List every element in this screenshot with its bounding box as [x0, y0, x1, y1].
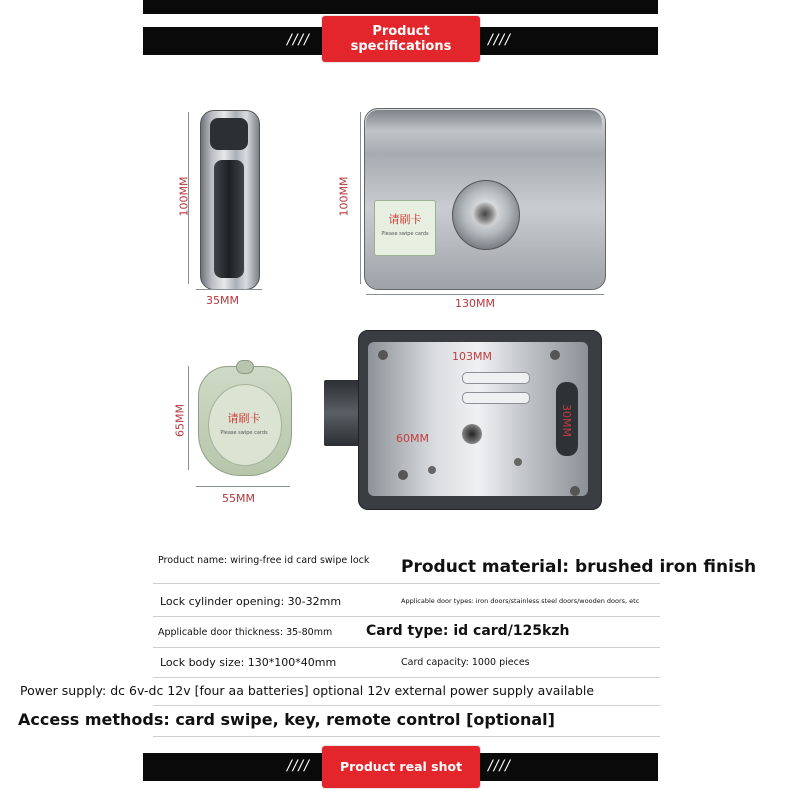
back-view-inner-label: 60MM — [396, 432, 429, 445]
back-view-screw-1 — [378, 350, 388, 360]
top-banner-title-text: Product specifications — [350, 24, 452, 54]
spec-cylinder-opening: Lock cylinder opening: 30-32mm — [160, 595, 342, 608]
side-view-image — [190, 108, 270, 290]
front-view-sticker — [374, 200, 436, 256]
bottom-banner-slashes-right: //// — [488, 758, 511, 774]
front-view-height-label: 100MM — [337, 176, 351, 217]
top-banner-title — [322, 16, 480, 62]
spec-card-type: Card type: id card/125kzh — [366, 623, 570, 639]
side-view-height-label: 100MM — [177, 176, 191, 217]
bottom-banner-slashes-left: //// — [287, 758, 310, 774]
card-tag-height-label: 65MM — [173, 404, 187, 437]
spec-divider-6 — [153, 736, 660, 737]
side-view-handle — [210, 118, 248, 150]
side-view-width-line — [196, 289, 262, 290]
card-tag-height-line — [188, 366, 189, 470]
card-tag-en: Please swipe cards — [220, 430, 268, 436]
spec-door-thickness: Applicable door thickness: 35-80mm — [158, 627, 333, 638]
front-view-top-edge — [366, 110, 602, 132]
back-view-center-hole — [462, 424, 482, 444]
front-view-height-line — [360, 112, 361, 284]
back-view-image — [324, 330, 604, 510]
top-banner-strip-upper — [143, 0, 658, 14]
card-tag-cn: 请刷卡 — [227, 412, 261, 425]
spec-divider-2 — [153, 616, 660, 617]
card-tag-image — [190, 356, 298, 480]
front-view-sticker-en: Please swipe cards — [381, 231, 429, 237]
side-view-slot — [214, 160, 244, 278]
spec-power-supply: Power supply: dc 6v-dc 12v [four aa batteries] optional 12v external power supply available — [20, 683, 595, 698]
spec-body-size: Lock body size: 130*100*40mm — [160, 656, 337, 669]
key-cylinder-core — [473, 202, 497, 226]
back-view-side-label: 30MM — [559, 404, 573, 437]
side-view-width-label: 35MM — [206, 294, 239, 307]
spec-access-methods: Access methods: card swipe, key, remote control [optional] — [18, 710, 555, 729]
back-view-width-label: 103MM — [452, 350, 492, 363]
back-view-slot-lower — [462, 392, 530, 404]
spec-card-capacity: Card capacity: 1000 pieces — [401, 657, 530, 668]
spec-door-types: Applicable door types: iron doors/stainless steel doors/wooden doors, etc — [401, 597, 640, 605]
spec-product-material: Product material: brushed iron finish — [401, 557, 757, 577]
top-banner-slashes-right: //// — [488, 32, 511, 48]
front-view-image — [364, 108, 606, 290]
back-view-screw-3 — [550, 350, 560, 360]
back-view-screw-2 — [398, 470, 408, 480]
card-tag-width-label: 55MM — [222, 492, 255, 505]
spec-divider-4 — [153, 677, 660, 678]
top-banner-slashes-left: //// — [287, 32, 310, 48]
spec-divider-3 — [153, 647, 660, 648]
card-tag-hole — [236, 360, 254, 374]
spec-divider-5 — [153, 705, 660, 706]
front-view-width-line — [366, 294, 604, 295]
back-view-slot-upper — [462, 372, 530, 384]
spec-product-name: Product name: wiring-free id card swipe lock — [158, 555, 370, 566]
front-view-width-label: 130MM — [455, 297, 495, 310]
back-view-screw-5 — [428, 466, 436, 474]
back-view-screw-4 — [570, 486, 580, 496]
card-tag-width-line — [196, 486, 290, 487]
back-view-screw-6 — [514, 458, 522, 466]
front-view-sticker-cn: 请刷卡 — [388, 213, 422, 226]
spec-divider-1 — [153, 583, 660, 584]
bottom-banner-title: Product real shot — [322, 746, 480, 788]
